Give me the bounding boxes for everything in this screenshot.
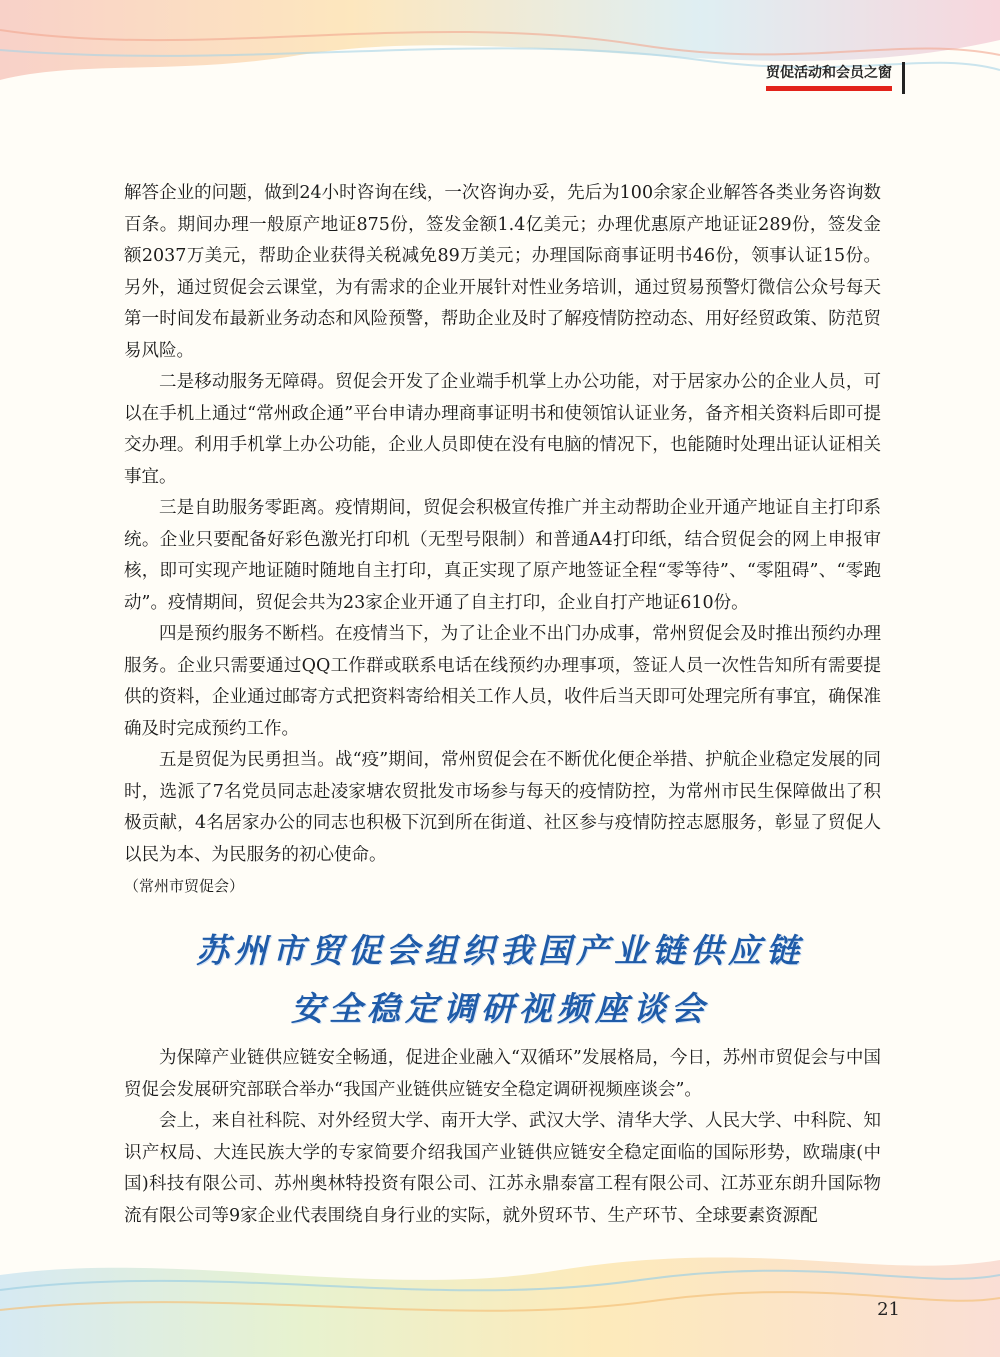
page-number: 21 — [877, 1299, 900, 1320]
article-1-body — [124, 178, 881, 903]
article-2-title-line-2: 安全稳定调研视频座谈会 — [291, 989, 709, 1028]
source-line — [124, 871, 881, 903]
article-2-body — [124, 1043, 881, 1232]
paragraph: 解答企业的问题，做到24小时咨询在线，一次咨询办妥，先后为100余家企业解答各类业务咨询数百条。期间办理一般原产地证875份，签发金额1.4亿美元；办理优惠原产地证证289份，签发金额2037万美元，帮助企业获得关税减免89万美元；办理国际商事证明书46份，领事认证15份。另外，通过贸促会云课堂，为有需求的企业开展针对性业务培训，通过贸易预警灯微信公众号每天第一时间发布最新业务动态和风险预警，帮助企业及时了解疫情防控动态、用好经贸政策、防范贸易风险。 — [124, 183, 881, 361]
paragraph: 为保障产业链供应链安全畅通，促进企业融入“双循环”发展格局，今日，苏州市贸促会与中国贸促会发展研究部联合举办“我国产业链供应链安全稳定调研视频座谈会”。 — [124, 1048, 881, 1100]
paragraph: 五是贸促为民勇担当。战“疫”期间，常州贸促会在不断优化便企举措、护航企业稳定发展的同时，选派了7名党员同志赴凌家塘农贸批发市场参与每天的疫情防控，为常州市民生保障做出了积极贡献，4名居家办公的同志也积极下沉到所在街道、社区参与疫情防控志愿服务，彰显了贸促人以民为本、为民服务的初心使命。 — [124, 750, 881, 865]
section-header: 贸促活动和会员之窗 — [766, 65, 892, 81]
paragraph: 四是预约服务不断档。在疫情当下，为了让企业不出门办成事，常州贸促会及时推出预约办理服务。企业只需要通过QQ工作群或联系电话在线预约办理事项，签证人员一次性告知所有需要提供的资料，企业通过邮寄方式把资料寄给相关工作人员，收件后当天即可处理完所有事宜，确保准确及时完成预约工作。 — [124, 624, 881, 739]
section-header-underline — [766, 86, 892, 91]
source-attribution: （常州市贸促会） — [124, 877, 245, 895]
paragraph: 二是移动服务无障碍。贸促会开发了企业端手机掌上办公功能，对于居家办公的企业人员，可以在手机上通过“常州政企通”平台申请办理商事证明书和使领馆认证业务，备齐相关资料后即可提交办理。利用手机掌上办公功能，企业人员即使在没有电脑的情况下，也能随时处理出证认证相关事宜。 — [124, 372, 881, 487]
section-header-bar — [902, 62, 905, 94]
paragraph: 三是自助服务零距离。疫情期间，贸促会积极宣传推广并主动帮助企业开通产地证自主打印系统。企业只要配备好彩色激光打印机（无型号限制）和普通A4打印纸，结合贸促会的网上申报审核，即可实现产地证随时随地自主打印，真正实现了原产地签证全程“零等待”、“零阻碍”、“零跑动”。疫情期间，贸促会共为23家企业开通了自主打印，企业自打产地证610份。 — [124, 498, 881, 613]
article-2-title-line-1: 苏州市贸促会组织我国产业链供应链 — [196, 931, 804, 970]
paragraph: 会上，来自社科院、对外经贸大学、南开大学、武汉大学、清华大学、人民大学、中科院、知识产权局、大连民族大学的专家简要介绍我国产业链供应链安全稳定面临的国际形势，欧瑞康(中国)科技有限公司、苏州奥林特投资有限公司、江苏永鼎泰富工程有限公司、江苏亚东朗升国际物流有限公司等9家企业代表围绕自身行业的实际，就外贸环节、生产环节、全球要素资源配 — [124, 1111, 881, 1226]
